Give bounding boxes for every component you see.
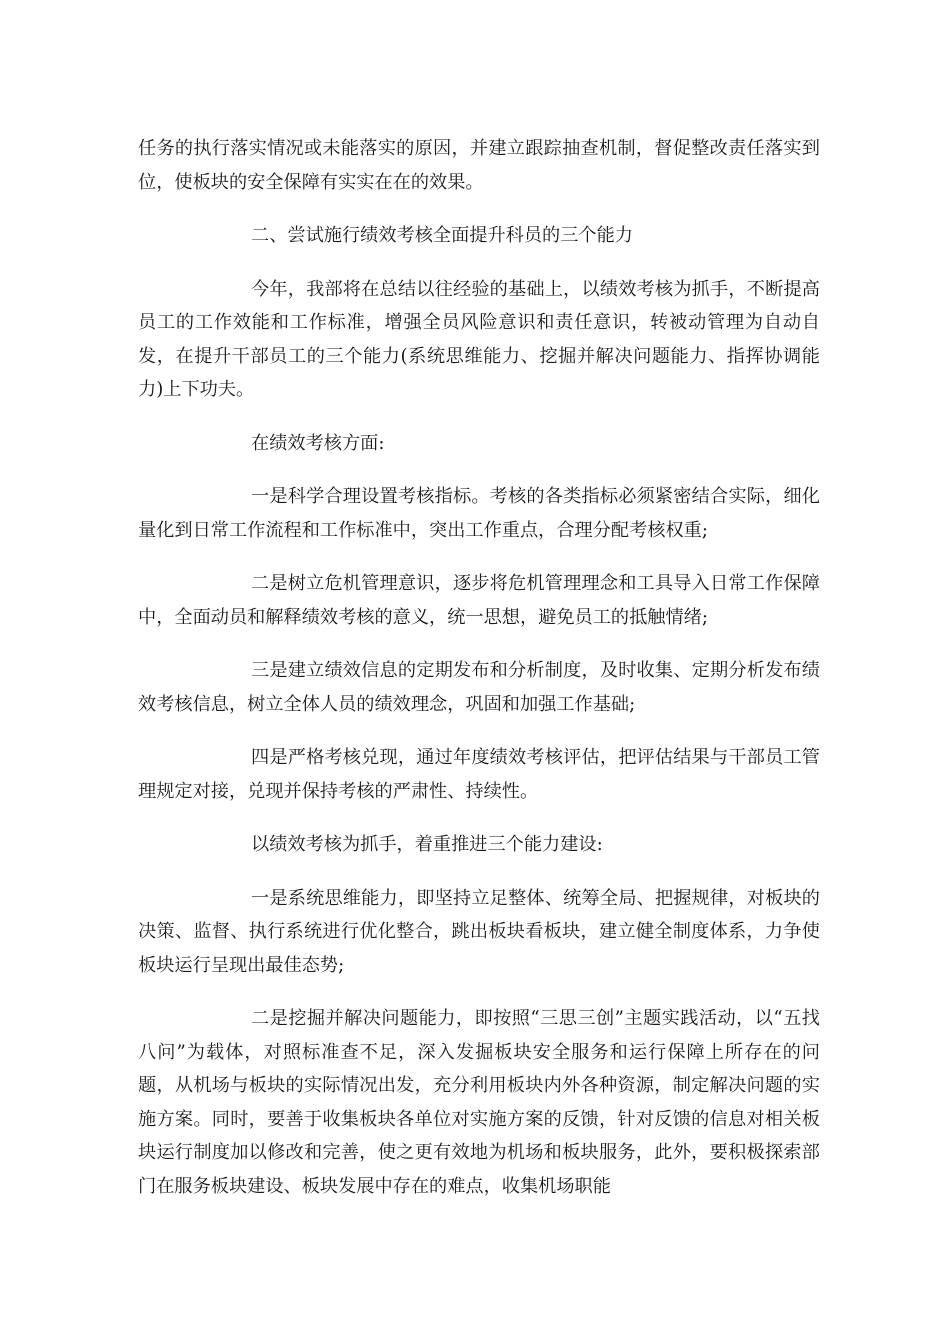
paragraph-subheading-performance: 在绩效考核方面: [251, 432, 385, 454]
section-heading: 二、尝试施行绩效考核全面提升科员的三个能力 [251, 225, 633, 246]
paragraph-item-4: 四是严格考核兑现，通过年度绩效考核评估，把评估结果与干部员工管理规定对接，兑现并保持考核的严肃性、持续性。 [138, 747, 820, 802]
paragraph-item-3: 三是建立绩效信息的定期发布和分析制度，及时收集、定期分析发布绩效考核信息，树立全体人员的绩效理念，巩固和加强工作基础; [138, 660, 820, 715]
paragraph-intro: 今年，我部将在总结以往经验的基础上，以绩效考核为抓手，不断提高员工的工作效能和工作标准，增强全员风险意识和责任意识，转被动管理为自动自发，在提升干部员工的三个能力(系统思维能力、挖掘并解决问题能力、指挥协调能力)上下功夫。 [138, 278, 820, 400]
paragraph-continuation: 任务的执行落实情况或未能落实的原因，并建立跟踪抽查机制，督促整改责任落实到位，使板块的安全保障有实实在在的效果。 [138, 138, 820, 193]
paragraph-item-2: 二是树立危机管理意识，逐步将危机管理理念和工具导入日常工作保障中，全面动员和解释绩效考核的意义，统一思想，避免员工的抵触情绪; [138, 573, 820, 628]
paragraph-item-1: 一是科学合理设置考核指标。考核的各类指标必须紧密结合实际，细化量化到日常工作流程和工作标准中，突出工作重点，合理分配考核权重; [138, 486, 820, 541]
paragraph-ability-2: 二是挖掘并解决问题能力，即按照“三思三创”主题实践活动，以“五找八问”为载体，对照标准查不足，深入发掘板块安全服务和运行保障上所存在的问题，从机场与板块的实际情况出发，充分利用板块内外各种资源，制定解决问题的实施方案。同时，要善于收集板块各单位对实施方案的反馈，针对反馈的信息对相关板块运行制度加以修改和完善，使之更有效地为机场和板块服务，此外，要积极探索部门在服务板块建设、板块发展中存在的难点，收集机场职能 [138, 1008, 820, 1197]
paragraph-ability-1: 一是系统思维能力，即坚持立足整体、统筹全局、把握规律，对板块的决策、监督、执行系统进行优化整合，跳出板块看板块，建立健全制度体系，力争使板块运行呈现出最佳态势; [138, 887, 820, 976]
paragraph-subheading-abilities: 以绩效考核为抓手，着重推进三个能力建设: [251, 834, 603, 855]
